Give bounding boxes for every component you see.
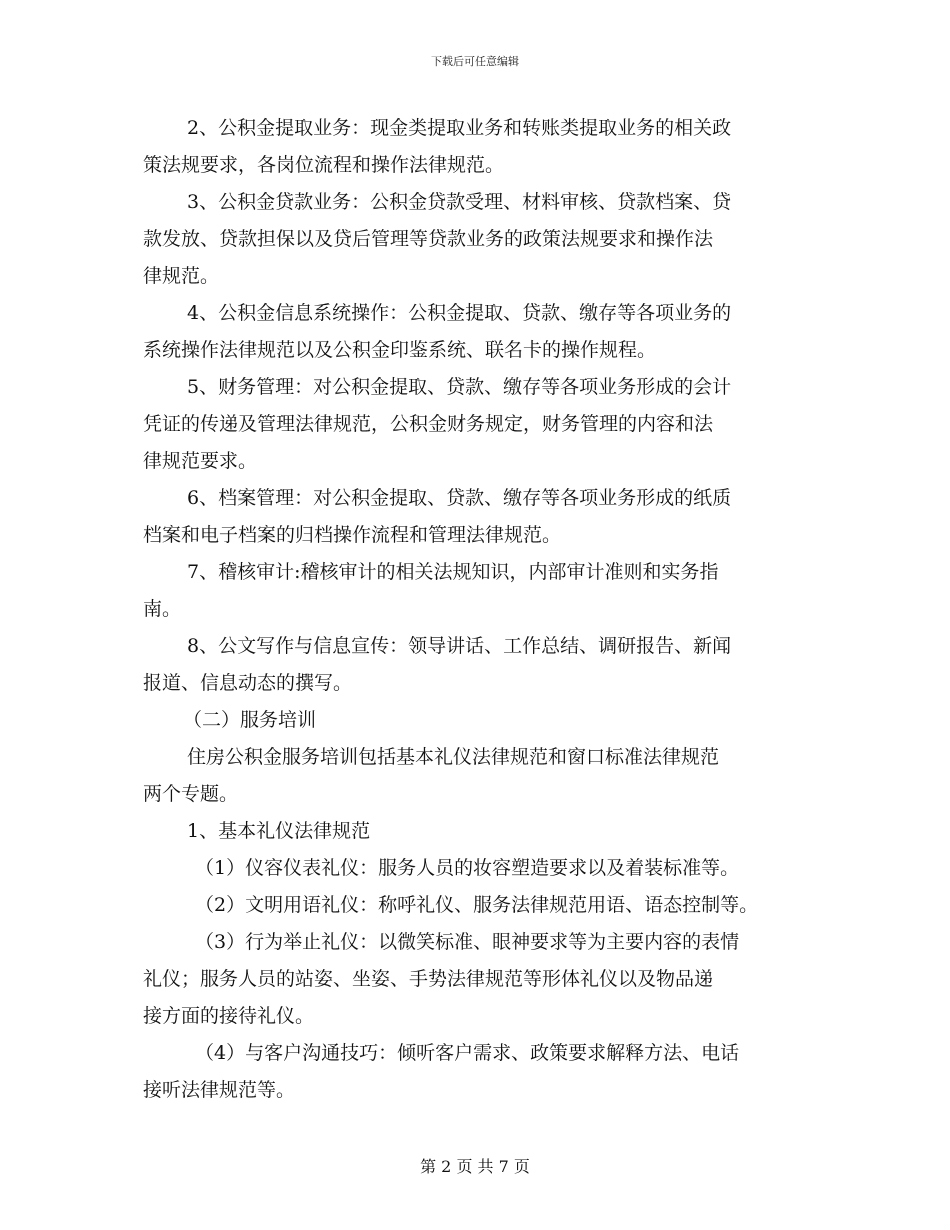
paragraph: [143, 628, 807, 702]
paragraph: [143, 924, 807, 1035]
text-line: 4、公积金信息系统操作：公积金提取、贷款、缴存等各项业务的: [187, 302, 732, 324]
paragraph: [143, 887, 807, 924]
text-line: （3）行为举止礼仪：以微笑标准、眼神要求等为主要内容的表情: [195, 931, 740, 953]
text-line: 住房公积金服务培训包括基本礼仪法律规范和窗口标准法律规范: [187, 746, 720, 768]
text-line: 凭证的传递及管理法律规范，公积金财务规定，财务管理的内容和法: [143, 413, 714, 435]
text-line: 律规范。: [143, 265, 220, 287]
text-line: 报道、信息动态的撰写。: [143, 672, 353, 694]
paragraph: [143, 702, 807, 739]
text-line: 接方面的接待礼仪。: [143, 1005, 315, 1027]
text-line: 款发放、贷款担保以及贷后管理等贷款业务的政策法规要求和操作法: [143, 228, 714, 250]
page-header: 下载后可任意编辑: [431, 55, 519, 68]
text-line: 接听法律规范等。: [143, 1079, 296, 1101]
text-line: 档案和电子档案的归档操作流程和管理法律规范。: [143, 524, 562, 546]
text-line: （二）服务培训: [183, 709, 317, 731]
paragraph: [143, 813, 807, 850]
text-line: 6、档案管理：对公积金提取、贷款、缴存等各项业务形成的纸质: [187, 487, 732, 509]
text-line: （2）文明用语礼仪：称呼礼仪、服务法律规范用语、语态控制等。: [195, 894, 759, 916]
text-line: 2、公积金提取业务：现金类提取业务和转账类提取业务的相关政: [187, 117, 732, 139]
text-line: 系统操作法律规范以及公积金印鉴系统、联名卡的操作规程。: [143, 339, 657, 361]
text-line: 8、公文写作与信息宣传：领导讲话、工作总结、调研报告、新闻: [187, 635, 732, 657]
paragraph: [143, 850, 807, 887]
text-line: 1、基本礼仪法律规范: [187, 820, 371, 842]
text-line: 策法规要求，各岗位流程和操作法律规范。: [143, 154, 505, 176]
text-line: 礼仪；服务人员的站姿、坐姿、手势法律规范等形体礼仪以及物品递: [143, 968, 714, 990]
paragraph: [143, 295, 807, 369]
text-line: 南。: [143, 598, 182, 620]
text-line: 律规范要求。: [143, 450, 258, 472]
paragraph: [143, 110, 807, 184]
text-line: （1）仪容仪表礼仪：服务人员的妆容塑造要求以及着装标准等。: [195, 857, 740, 879]
document-body: [143, 110, 807, 1109]
text-line: 7、稽核审计:稽核审计的相关法规知识，内部审计准则和实务指: [187, 561, 719, 583]
paragraph: [143, 1035, 807, 1109]
text-line: 3、公积金贷款业务：公积金贷款受理、材料审核、贷款档案、贷: [187, 191, 732, 213]
paragraph: [143, 739, 807, 813]
paragraph: [143, 480, 807, 554]
text-line: （4）与客户沟通技巧：倾听客户需求、政策要求解释方法、电话: [195, 1042, 740, 1064]
page-number: 第 2 页 共 7 页: [420, 1157, 530, 1176]
paragraph: [143, 184, 807, 295]
text-line: 两个专题。: [143, 783, 239, 805]
paragraph: [143, 369, 807, 480]
paragraph: [143, 554, 807, 628]
text-line: 5、财务管理：对公积金提取、贷款、缴存等各项业务形成的会计: [187, 376, 732, 398]
